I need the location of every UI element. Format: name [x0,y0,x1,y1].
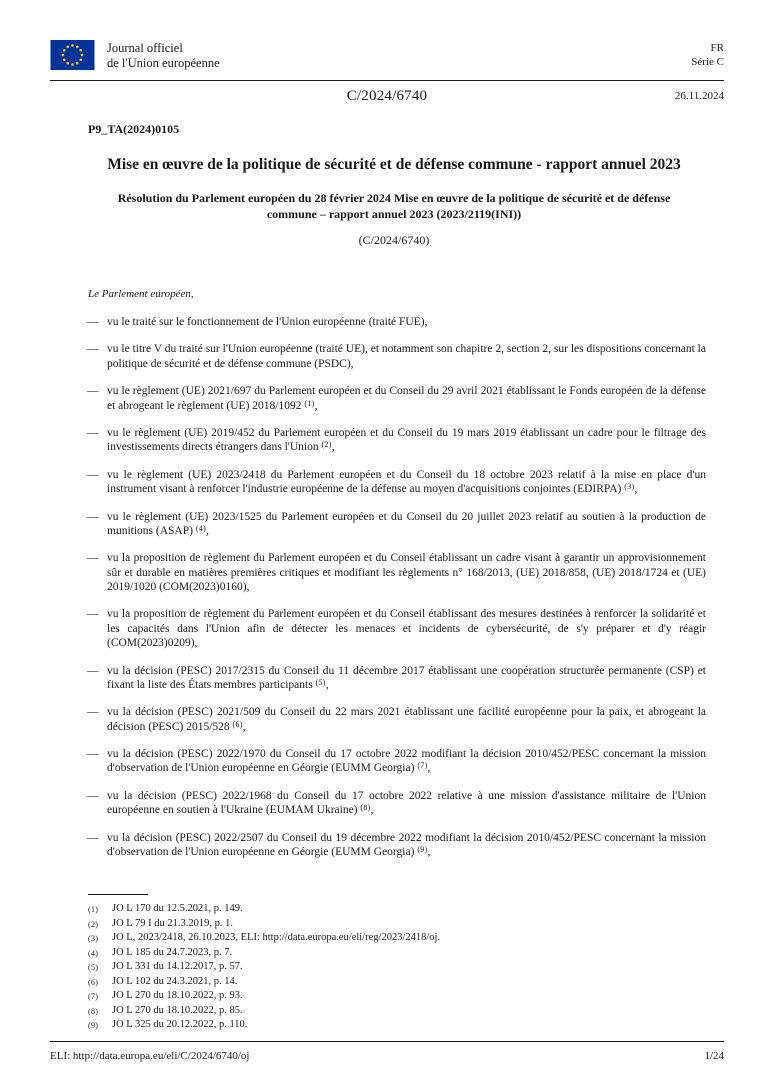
citation-item [82,468,706,497]
footnote-reference: (9) [417,844,428,854]
citation-text: vu la décision (PESC) 2022/1970 du Conseil du 17 octobre 2022 modifiant la décision 2010/452/PESC concernant la mission d'observation de l'Union européenne en Géorgie (EUMM Georgia) $^{(7)}$, [107,748,706,775]
citation-text: vu la décision (PESC) 2017/2315 du Conseil du 11 décembre 2017 établissant une coopération structurée permanente (CSP) et fixant la liste des États membres participants $^{(5)}$, [107,664,706,691]
footnote-marker: (7) [88,992,99,1002]
footnote-text: JO L 102 du 24.3.2021, p. 14. [112,975,238,987]
footnote-reference: (6) [232,719,243,729]
footnote-text: JO L 170 du 12.5.2021, p. 149. [112,903,243,914]
procedure-reference: P9_TA(2024)0105 [88,122,180,136]
citation-item [82,551,706,594]
footnote-item [88,975,706,990]
document-subtitle: Résolution du Parlement européen du 28 février 2024 Mise en œuvre de la politique de sécurité et de défense commune – rapport annuel 2023 (2023/2119(INI)) [117,191,671,221]
item-dash: — [87,427,99,440]
footnote-text: JO L 270 du 18.10.2022, p. 93. [112,990,243,1002]
footnote-marker: (5) [88,963,99,973]
footnote-marker: (4) [88,948,99,958]
item-dash: — [87,831,99,844]
footnote-separator [88,894,148,895]
citation-text: vu le titre V du traité sur l'Union européenne (traité UE), et notamment son chapitre 2, section 2, sur les dispositions concernant la politique de sécurité et de défense commune (PSDC), [107,343,706,370]
item-dash: — [87,316,99,328]
citation-text: vu la décision (PESC) 2022/1968 du Conseil du 17 octobre 2022 relative à une mission d'assistance militaire de l'Union européenne en soutien à l'Ukraine (EUMAM Ukraine) $^{(8)}$, [107,789,706,817]
document-title: Mise en œuvre de la politique de sécurité et de défense commune - rapport annuel 2023 [107,156,681,173]
item-dash: — [87,385,99,398]
citation-item [82,705,706,734]
footnote-reference: (7) [417,761,428,771]
citation-item [82,664,706,693]
citation-list [82,315,706,859]
footnote-item [88,917,706,932]
footnote-marker: (1) [88,905,99,914]
citation-item [82,342,706,371]
citation-item [82,384,706,413]
footnote-marker: (8) [88,1006,99,1016]
footnote-marker: (6) [88,977,99,987]
citation-text: vu le règlement (UE) 2023/2418 du Parlement européen et du Conseil du 18 octobre 2023 relatif à la mise en place d'un instrument visant à renforcer l'industrie européenne de la défense au moyen d'acquisitions conjointes (EDIRPA) $^{(3)}$, [107,468,706,496]
footnote-list [88,902,706,1033]
footnote-item [88,1018,706,1033]
footnotes-section [88,894,706,1033]
masthead-line1: Journal officiel [107,40,183,55]
citation-item [82,607,706,650]
footnote-text: JO L 185 du 24.7.2023, p. 7. [112,946,233,958]
eli-link[interactable]: ELI: http://data.europa.eu/eli/C/2024/6740/oj [50,1050,250,1062]
footnote-item [88,1004,706,1019]
citation-item [82,789,706,818]
footnote-reference: (8) [360,803,371,813]
footnote-item [88,931,706,946]
item-dash: — [87,706,99,719]
item-dash: — [87,552,99,565]
page-footer [50,1041,724,1062]
footnote-reference: (3) [624,482,635,492]
item-dash: — [87,748,99,761]
masthead-line2: de l'Union européenne [107,55,220,70]
citation-text: vu le règlement (UE) 2021/697 du Parlement européen et du Conseil du 29 avril 2021 établissant le Fonds européen de la défense et abrogeant le règlement (UE) 2018/1092 $^{(1)}$, [107,385,706,412]
citation-text: vu le règlement (UE) 2023/1525 du Parlement européen et du Conseil du 20 juillet 2023 relatif au soutien à la production de munitions (ASAP) $^{(4)}$, [107,510,706,537]
footnote-reference: (5) [315,677,326,687]
footnote-text: JO L, 2023/2418, 26.10.2023, ELI: http://data.europa.eu/eli/reg/2023/2418/oj. [112,932,441,944]
eu-flag-logo [50,40,95,70]
footnote-reference: (2) [321,440,332,450]
page-header [50,40,724,108]
footnote-reference: (4) [195,523,207,533]
item-dash: — [87,608,99,621]
item-dash: — [87,510,99,523]
footnote-text: JO L 270 du 18.10.2022, p. 85. [112,1004,243,1016]
citation-text: vu la décision (PESC) 2021/509 du Conseil du 22 mars 2021 établissant une facilité européenne pour la paix, et abrogeant la décision (PESC) 2015/528 $^{(6)}$, [107,706,706,733]
footnote-item [88,960,706,975]
citation-item [82,831,706,860]
citation-text: vu la décision (PESC) 2022/2507 du Conseil du 19 décembre 2022 modifiant la décision 2010/452/PESC concernant la mission d'observation de l'Union européenne en Géorgie (EUMM Georgia) $^{(9)}$, [107,831,706,858]
publication-date: 26.11.2024 [674,89,724,102]
item-dash: — [87,468,99,481]
citation-item [82,747,706,776]
document-reference: (C/2024/6740) [358,233,430,247]
footnote-marker: (3) [88,934,99,944]
item-dash: — [87,789,99,802]
footnote-reference: (1) [304,398,315,408]
footnote-text: JO L 331 du 14.12.2017, p. 57. [112,961,243,973]
item-dash: — [87,343,99,356]
footnote-text: JO L 325 du 20.12.2022, p. 110. [112,1019,248,1031]
citation-item [82,315,706,329]
language-code: FR [710,42,724,54]
footnote-item [88,989,706,1004]
footnote-marker: (2) [88,919,99,929]
citation-text: vu la proposition de règlement du Parlement européen et du Conseil établissant un cadre visant à garantir un approvisionnement sûr et durable en matières premières critiques et modifiant les règlements n° 168/2013, (UE) 2018/858, (UE) 2018/1724 et (UE) 2019/1020 (COM(2023)0160), [107,552,706,593]
footnote-marker: (9) [88,1021,99,1031]
document-body [82,122,706,872]
series-label: Série C [691,56,724,68]
citation-text: vu la proposition de règlement du Parlement européen et du Conseil établissant des mesures destinées à renforcer la solidarité et les capacités dans l'Union afin de détecter les menaces et incidents de cybersécurité, de s'y préparer et d'y réagir (COM(2023)0209), [107,608,706,650]
header-right [691,40,724,69]
footnote-item [88,946,706,961]
citation-item [82,510,706,539]
document-number: C/2024/6740 [346,87,428,104]
item-dash: — [87,664,99,677]
citation-text: vu le règlement (UE) 2019/452 du Parlement européen et du Conseil du 19 mars 2019 établissant un cadre pour le filtrage des investissements directs étrangers dans l'Union $^{(2)}$, [107,427,706,454]
citation-text: vu le traité sur le fonctionnement de l'Union européenne (traité FUE), [107,316,428,328]
footnote-text: JO L 79 I du 21.3.2019, p. 1. [112,917,233,929]
page-number: 1/24 [704,1050,724,1062]
intro-line: Le Parlement européen, [88,288,194,300]
citation-item [82,426,706,455]
masthead [107,40,220,71]
footnote-item [88,902,706,917]
header-rule [50,80,724,81]
